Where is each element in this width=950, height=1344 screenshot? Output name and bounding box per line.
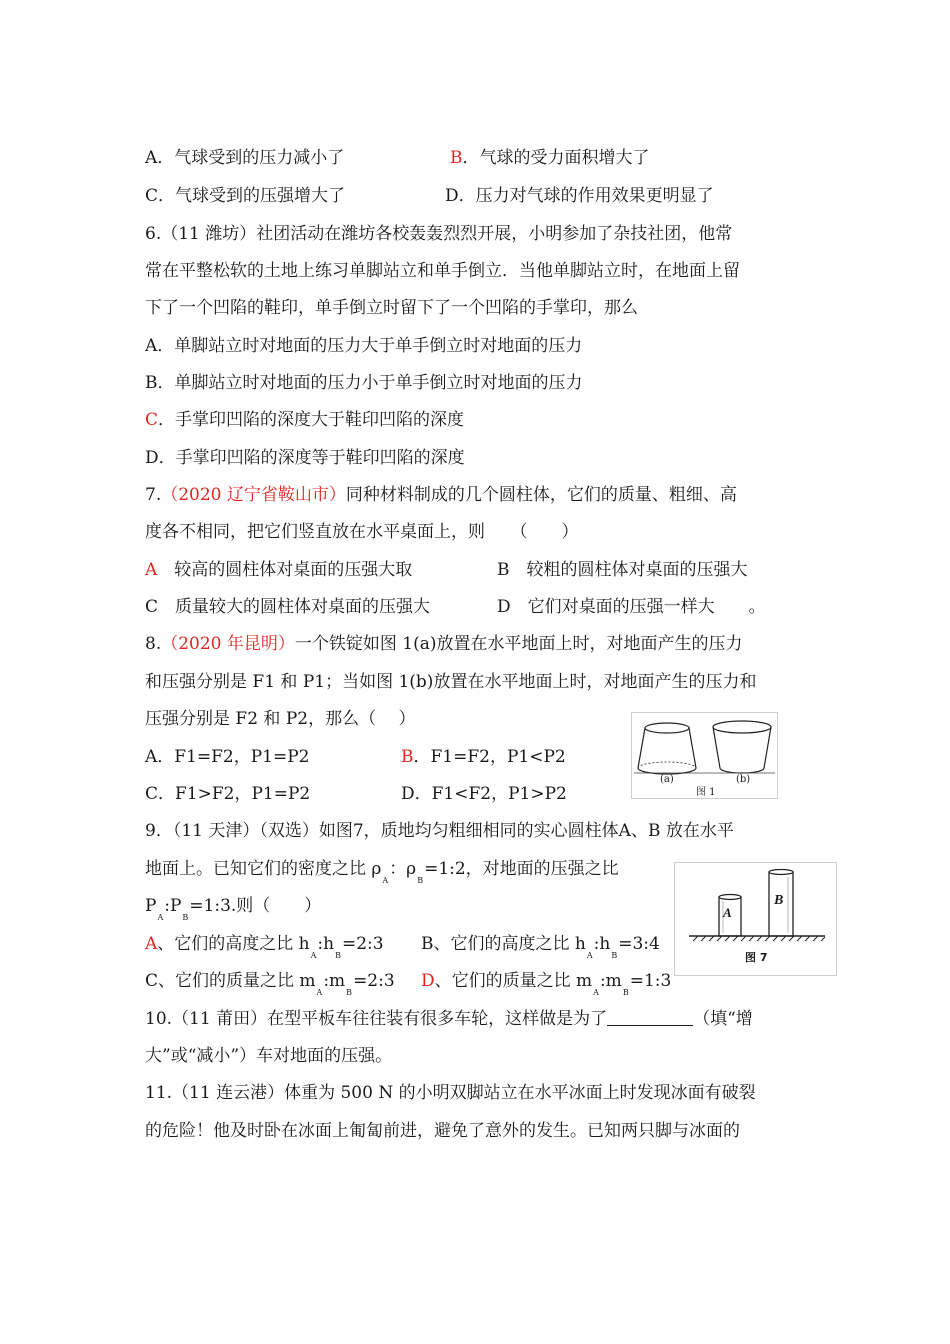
q9-option-b-post: =3:4 <box>618 934 660 954</box>
q9-option-d-post: =1:3 <box>629 971 672 991</box>
q8-option-b-text: ．F1=F2，P1<P2 <box>413 747 566 767</box>
q9-p-sub-b: B <box>182 913 189 922</box>
figure-7-caption: 图 7 <box>745 951 768 964</box>
q6-stem-line3: 下了一个凹陷的鞋印，单手倒立时留下了一个凹陷的手掌印，那么 <box>145 298 638 318</box>
q5-option-c: C．气球受到的压强增大了 <box>145 186 346 206</box>
q8-stem-text: 一个铁锭如图 1(a)放置在水平地面上时，对地面产生的压力 <box>294 634 743 654</box>
q9-sub-a: A <box>382 876 389 885</box>
q8-option-b <box>401 746 566 768</box>
q9-option-a-pre: 、它们的高度之比 h <box>157 934 310 954</box>
frustum-b <box>713 721 771 773</box>
q9-option-a-mid: :h <box>317 934 335 954</box>
q9-option-b-sub-b: B <box>611 951 618 960</box>
q8-option-d: D．F1<F2，P1>P2 <box>401 784 567 804</box>
q8-source: （2020 年昆明） <box>161 634 295 654</box>
q9-option-a-post: =2:3 <box>342 934 384 954</box>
figure-7-label-a: A <box>723 905 732 920</box>
q6-stem-line2: 常在平整松软的土地上练习单脚站立和单手倒立．当他单脚站立时，在地面上留 <box>145 261 740 281</box>
q9-option-c-post: =2:3 <box>353 971 395 991</box>
q5-option-b <box>450 147 650 169</box>
q9-stem-line2 <box>145 858 619 892</box>
q8-stem-line1 <box>145 633 743 655</box>
q9-pressure-text: =1:2，对地面的压强之比 <box>424 859 619 879</box>
q9-option-d-letter: D <box>421 971 435 991</box>
figure-1-caption: 图 1 <box>696 787 716 798</box>
q10-stem-line2: 大”或“减小”）车对地面的压强。 <box>145 1046 393 1066</box>
q7-stem-line1 <box>145 484 737 506</box>
q9-stem-line3 <box>145 895 321 929</box>
q9-option-d-sub-b: B <box>622 988 629 997</box>
q9-option-a <box>145 933 384 967</box>
q9-option-d-sub-a: A <box>593 988 599 997</box>
ground-hatching <box>689 936 825 941</box>
figure-7 <box>674 862 837 976</box>
figure-1-label-b: (b) <box>736 774 751 785</box>
q6-option-c-text: ．手掌印凹陷的深度大于鞋印凹陷的深度 <box>158 410 465 430</box>
q9-option-d <box>421 970 671 1004</box>
figure-1-label-a: (a) <box>660 774 674 785</box>
figure-1 <box>631 712 778 799</box>
q9-option-b-mid: :h <box>593 934 611 954</box>
q9-option-b <box>421 933 660 967</box>
q9-stem-line1: 9．（11 天津）（双选）如图7，质地均匀粗细相同的实心圆柱体A、B 放在水平 <box>145 821 734 841</box>
q6-option-a: A．单脚站立时对地面的压力大于单手倒立时对地面的压力 <box>145 336 583 356</box>
q9-density-text: 地面上。已知它们的密度之比 ρ <box>145 859 382 879</box>
q9-option-a-letter: A <box>145 934 158 954</box>
q7-option-b: B 较粗的圆柱体对桌面的压强大 <box>497 560 748 580</box>
q6-option-c-letter: C <box>145 410 159 430</box>
figure-7-label-b: B <box>774 893 784 908</box>
q5-option-b-letter: B <box>450 148 463 168</box>
q7-source: （2020 辽宁省鞍山市） <box>161 485 346 505</box>
q7-option-a <box>145 559 412 581</box>
q5-option-a: A．气球受到的压力减小了 <box>145 148 345 168</box>
q11-stem-line1: 11.（11 连云港）体重为 500 N 的小明双脚站立在水平冰面上时发现冰面有破裂 <box>145 1083 756 1103</box>
q7-number: 7. <box>145 485 162 505</box>
q8-option-c: C．F1>F2，P1=P2 <box>145 784 311 804</box>
q10-stem-line1 <box>145 1008 753 1030</box>
q7-option-c: C 质量较大的圆柱体对桌面的压强大 <box>145 597 431 617</box>
q5-option-b-text: ．气球的受力面积增大了 <box>462 148 650 168</box>
q9-option-c <box>145 970 395 1004</box>
q9-option-c-mid: :m <box>323 971 346 991</box>
q9-p-label: P <box>145 896 157 916</box>
q10-stem-hint: （填“增 <box>693 1009 753 1029</box>
q9-p-mid: :P <box>164 896 182 916</box>
q9-sub-b: B <box>417 876 424 885</box>
q9-option-b-sub-a: A <box>586 951 593 960</box>
q6-option-c <box>145 409 464 431</box>
q8-stem-line2: 和压强分别是 F1 和 P1；当如图 1(b)放置在水平地面上时，对地面产生的压力和 <box>145 672 757 692</box>
q7-stem-text: 同种材料制成的几个圆柱体，它们的质量、粗细、高 <box>345 485 737 505</box>
q10-answer-blank[interactable] <box>607 1009 693 1026</box>
q9-option-d-mid: :m <box>599 971 622 991</box>
q9-p-post: =1:3.则（ ） <box>189 896 322 916</box>
q7-option-d: D 它们对桌面的压强一样大 。 <box>497 597 766 617</box>
q8-number: 8. <box>145 634 162 654</box>
q6-stem-line1: 6.（11 潍坊）社团活动在潍坊各校轰轰烈烈开展，小明参加了杂技社团，他常 <box>145 224 733 244</box>
q9-option-a-sub-a: A <box>310 951 317 960</box>
q9-option-a-sub-b: B <box>335 951 341 960</box>
q8-stem-line3: 压强分别是 F2 和 P2，那么（ ） <box>145 709 416 729</box>
q9-p-sub-a: A <box>157 913 164 922</box>
q8-option-a: A．F1=F2，P1=P2 <box>145 747 310 767</box>
q11-stem-line2: 的危险！他及时卧在冰面上匍匐前进，避免了意外的发生。已知两只脚与冰面的 <box>145 1121 740 1141</box>
q7-option-a-letter: A <box>145 560 158 580</box>
q9-option-c-sub-a: A <box>316 988 323 997</box>
q9-option-d-pre: 、它们的质量之比 m <box>434 971 593 991</box>
q6-option-d: D．手掌印凹陷的深度等于鞋印凹陷的深度 <box>145 448 465 468</box>
q7-stem-line2: 度各不相同，把它们竖直放在水平桌面上，则 （ ） <box>145 522 579 542</box>
q9-colon-rho: ：ρ <box>389 859 417 879</box>
frustum-a <box>638 723 696 774</box>
q5-option-d: D．压力对气球的作用效果更明显了 <box>445 186 714 206</box>
q6-option-b: B．单脚站立时对地面的压力小于单手倒立时对地面的压力 <box>145 373 583 393</box>
q9-option-c-sub-b: B <box>346 988 353 997</box>
q8-option-b-letter: B <box>401 747 414 767</box>
q10-stem-text: 10.（11 莆田）在型平板车往往装有很多车轮，这样做是为了 <box>145 1009 608 1029</box>
q9-option-b-pre: B、它们的高度之比 h <box>421 934 586 954</box>
q7-option-a-text: 较高的圆柱体对桌面的压强大取 <box>157 560 413 580</box>
q9-option-c-pre: C、它们的质量之比 m <box>145 971 316 991</box>
